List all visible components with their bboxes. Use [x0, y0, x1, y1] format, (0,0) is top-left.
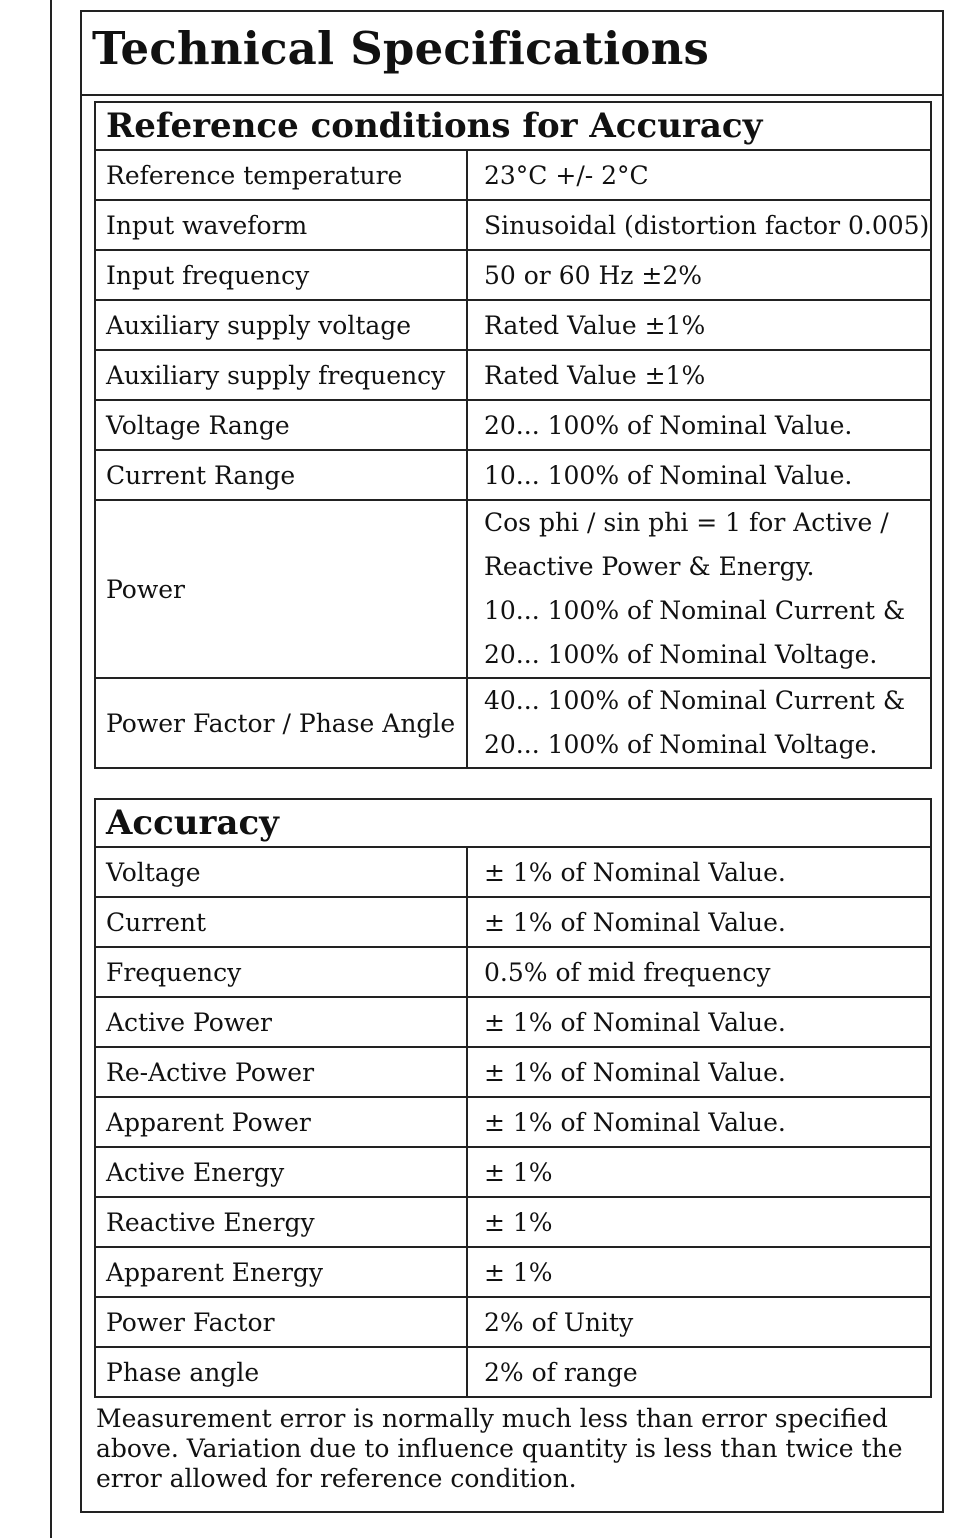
table-row — [95, 200, 931, 250]
value-cell — [467, 500, 931, 678]
value-line: 0.5% of mid frequency — [484, 957, 771, 987]
value-line: 20... 100% of Nominal Voltage. — [484, 640, 878, 669]
table-row — [95, 1297, 931, 1347]
table-row — [95, 350, 931, 400]
value-cell — [467, 300, 931, 350]
page-title: Technical Specifications — [92, 22, 710, 75]
value-line: ± 1% of Nominal Value. — [484, 1057, 786, 1087]
table-row — [95, 450, 931, 500]
value-cell — [467, 1147, 931, 1197]
value-line: 50 or 60 Hz ±2% — [484, 260, 702, 290]
value-line: ± 1% — [484, 1257, 553, 1287]
value-cell — [467, 1347, 931, 1397]
parameter-cell: Input frequency — [95, 250, 467, 300]
parameter-cell: Auxiliary supply frequency — [95, 350, 467, 400]
value-line: 20... 100% of Nominal Voltage. — [484, 730, 878, 759]
value-line: 10... 100% of Nominal Current & — [484, 596, 906, 625]
accuracy-heading: Accuracy — [95, 799, 931, 847]
parameter-cell: Power — [95, 500, 467, 678]
parameter-cell: Apparent Energy — [95, 1247, 467, 1297]
parameter-cell: Apparent Power — [95, 1097, 467, 1147]
table-row — [95, 150, 931, 200]
parameter-cell: Current Range — [95, 450, 467, 500]
parameter-cell: Auxiliary supply voltage — [95, 300, 467, 350]
parameter-cell: Active Energy — [95, 1147, 467, 1197]
spec-sheet-frame — [80, 10, 944, 1513]
value-cell — [467, 678, 931, 768]
value-cell — [467, 1097, 931, 1147]
value-line: ± 1% of Nominal Value. — [484, 907, 786, 937]
table-row — [95, 250, 931, 300]
value-line: 2% of range — [484, 1357, 638, 1387]
title-bar — [82, 12, 942, 96]
parameter-cell: Frequency — [95, 947, 467, 997]
value-cell — [467, 250, 931, 300]
parameter-cell: Voltage Range — [95, 400, 467, 450]
value-cell — [467, 1247, 931, 1297]
value-line: 20... 100% of Nominal Value. — [484, 410, 853, 440]
value-line: 10... 100% of Nominal Value. — [484, 460, 853, 490]
table-row — [95, 1197, 931, 1247]
value-cell — [467, 897, 931, 947]
value-cell — [467, 847, 931, 897]
parameter-cell: Input waveform — [95, 200, 467, 250]
value-line: Sinusoidal (distortion factor 0.005) — [484, 210, 930, 240]
table-row — [95, 997, 931, 1047]
table-row — [95, 947, 931, 997]
value-cell — [467, 400, 931, 450]
value-line: 23°C +/- 2°C — [484, 160, 649, 190]
value-cell — [467, 947, 931, 997]
value-line: Rated Value ±1% — [484, 310, 706, 340]
value-cell — [467, 200, 931, 250]
table-row — [95, 1047, 931, 1097]
table-row — [95, 1247, 931, 1297]
value-cell — [467, 1297, 931, 1347]
footnote: Measurement error is normally much less than error specified above. Variation due to influence quantity is less than twice the error allowed for reference condition. — [96, 1404, 903, 1493]
table-row — [95, 678, 931, 768]
table-row — [95, 400, 931, 450]
accuracy-table — [94, 798, 932, 1398]
value-line: ± 1% — [484, 1157, 553, 1187]
value-cell — [467, 1197, 931, 1247]
parameter-cell: Voltage — [95, 847, 467, 897]
table-row — [95, 1347, 931, 1397]
parameter-cell: Phase angle — [95, 1347, 467, 1397]
value-line: 2% of Unity — [484, 1307, 634, 1337]
value-line: ± 1% of Nominal Value. — [484, 1107, 786, 1137]
table-row — [95, 1097, 931, 1147]
table-row — [95, 897, 931, 947]
value-line: Reactive Power & Energy. — [484, 552, 815, 581]
left-margin-rule — [50, 0, 52, 1538]
value-line: ± 1% — [484, 1207, 553, 1237]
value-line: ± 1% of Nominal Value. — [484, 1007, 786, 1037]
parameter-cell: Current — [95, 897, 467, 947]
value-cell — [467, 997, 931, 1047]
parameter-cell: Re-Active Power — [95, 1047, 467, 1097]
value-line: Cos phi / sin phi = 1 for Active / — [484, 508, 889, 537]
table-row — [95, 300, 931, 350]
parameter-cell: Power Factor / Phase Angle — [95, 678, 467, 768]
parameter-cell: Reference temperature — [95, 150, 467, 200]
value-cell — [467, 1047, 931, 1097]
value-line: 40... 100% of Nominal Current & — [484, 686, 906, 715]
reference-conditions-table — [94, 101, 932, 769]
value-cell — [467, 350, 931, 400]
value-cell — [467, 150, 931, 200]
parameter-cell: Reactive Energy — [95, 1197, 467, 1247]
parameter-cell: Power Factor — [95, 1297, 467, 1347]
table-row — [95, 1147, 931, 1197]
table-row — [95, 500, 931, 678]
value-line: Rated Value ±1% — [484, 360, 706, 390]
table-row — [95, 847, 931, 897]
reference-conditions-heading: Reference conditions for Accuracy — [95, 102, 931, 150]
value-line: ± 1% of Nominal Value. — [484, 857, 786, 887]
value-cell — [467, 450, 931, 500]
parameter-cell: Active Power — [95, 997, 467, 1047]
